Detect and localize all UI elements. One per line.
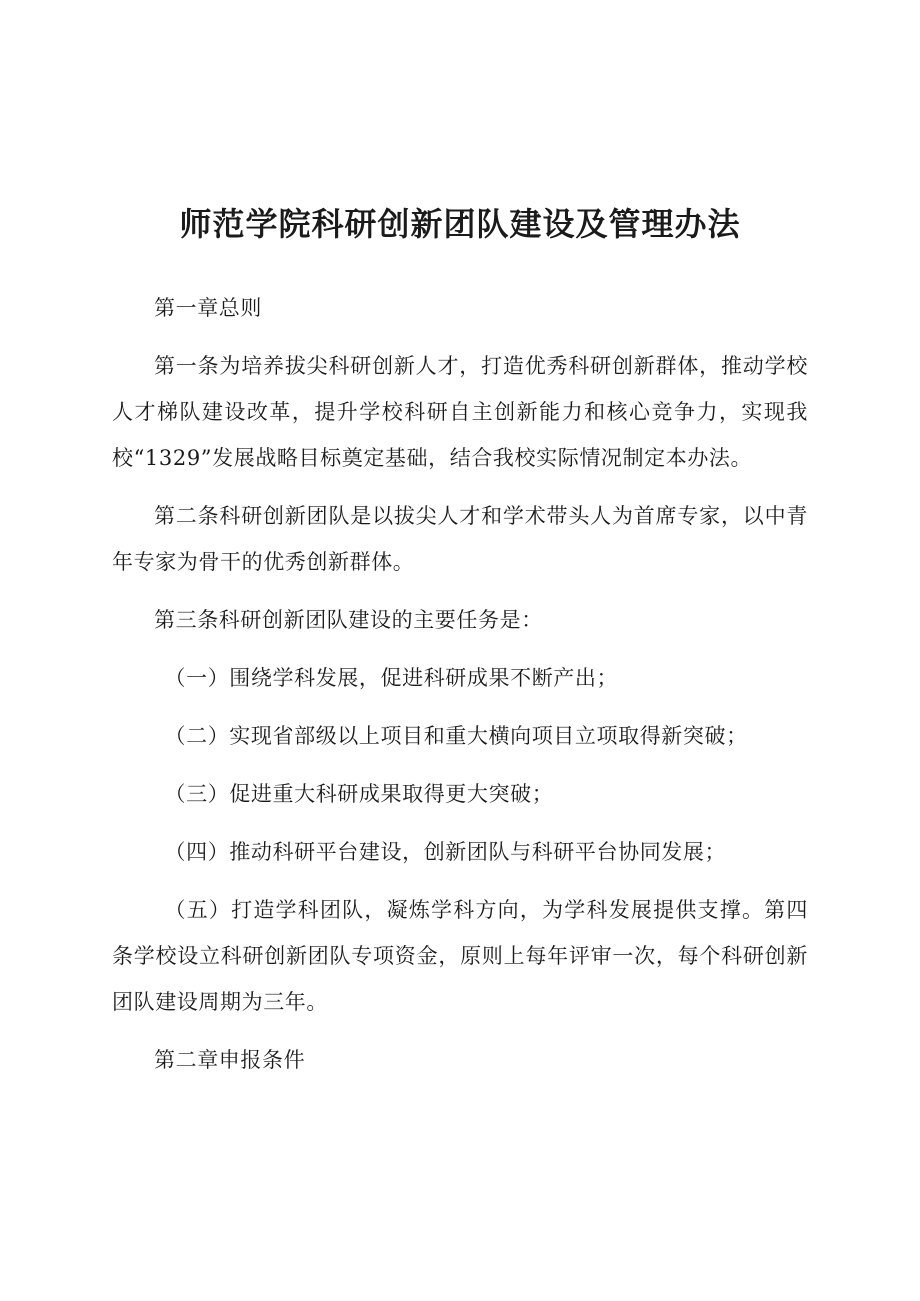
chapter-heading-2: 第二章申报条件 [154, 1048, 306, 1072]
document-body [112, 285, 808, 1095]
article-2-paragraph: 第二条科研创新团队是以拔尖人才和学术带头人为首席专家，以中青年专家为骨干的优秀创新群体。 [112, 504, 808, 574]
article-1-paragraph: 第一条为培养拔尖科研创新人才，打造优秀科研创新群体，推动学校人才梯队建设改革，提升学校科研自主创新能力和核心竞争力，实现我校“1329”发展战略目标奠定基础，结合我校实际情况制定本办法。 [112, 354, 808, 470]
task-item-3: （三）促进重大科研成果取得更大突破； [164, 782, 554, 806]
chapter-heading-1: 第一章总则 [154, 296, 262, 320]
task-item-1: （一）围绕学科发展，促进科研成果不断产出； [164, 666, 619, 690]
task-item-2: （二）实现省部级以上项目和重大横向项目立项取得新突破； [164, 724, 748, 748]
task-item-5: （五）打造学科团队，凝炼学科方向，为学科发展提供支撑。第四条学校设立科研创新团队专项资金，原则上每年评审一次，每个科研创新团队建设周期为三年。 [112, 898, 808, 1014]
article-3-paragraph: 第三条科研创新团队建设的主要任务是： [154, 608, 543, 632]
document-title: 师范学院科研创新团队建设及管理办法 [179, 205, 741, 243]
task-item-4: （四）推动科研平台建设，创新团队与科研平台协同发展； [164, 840, 727, 864]
